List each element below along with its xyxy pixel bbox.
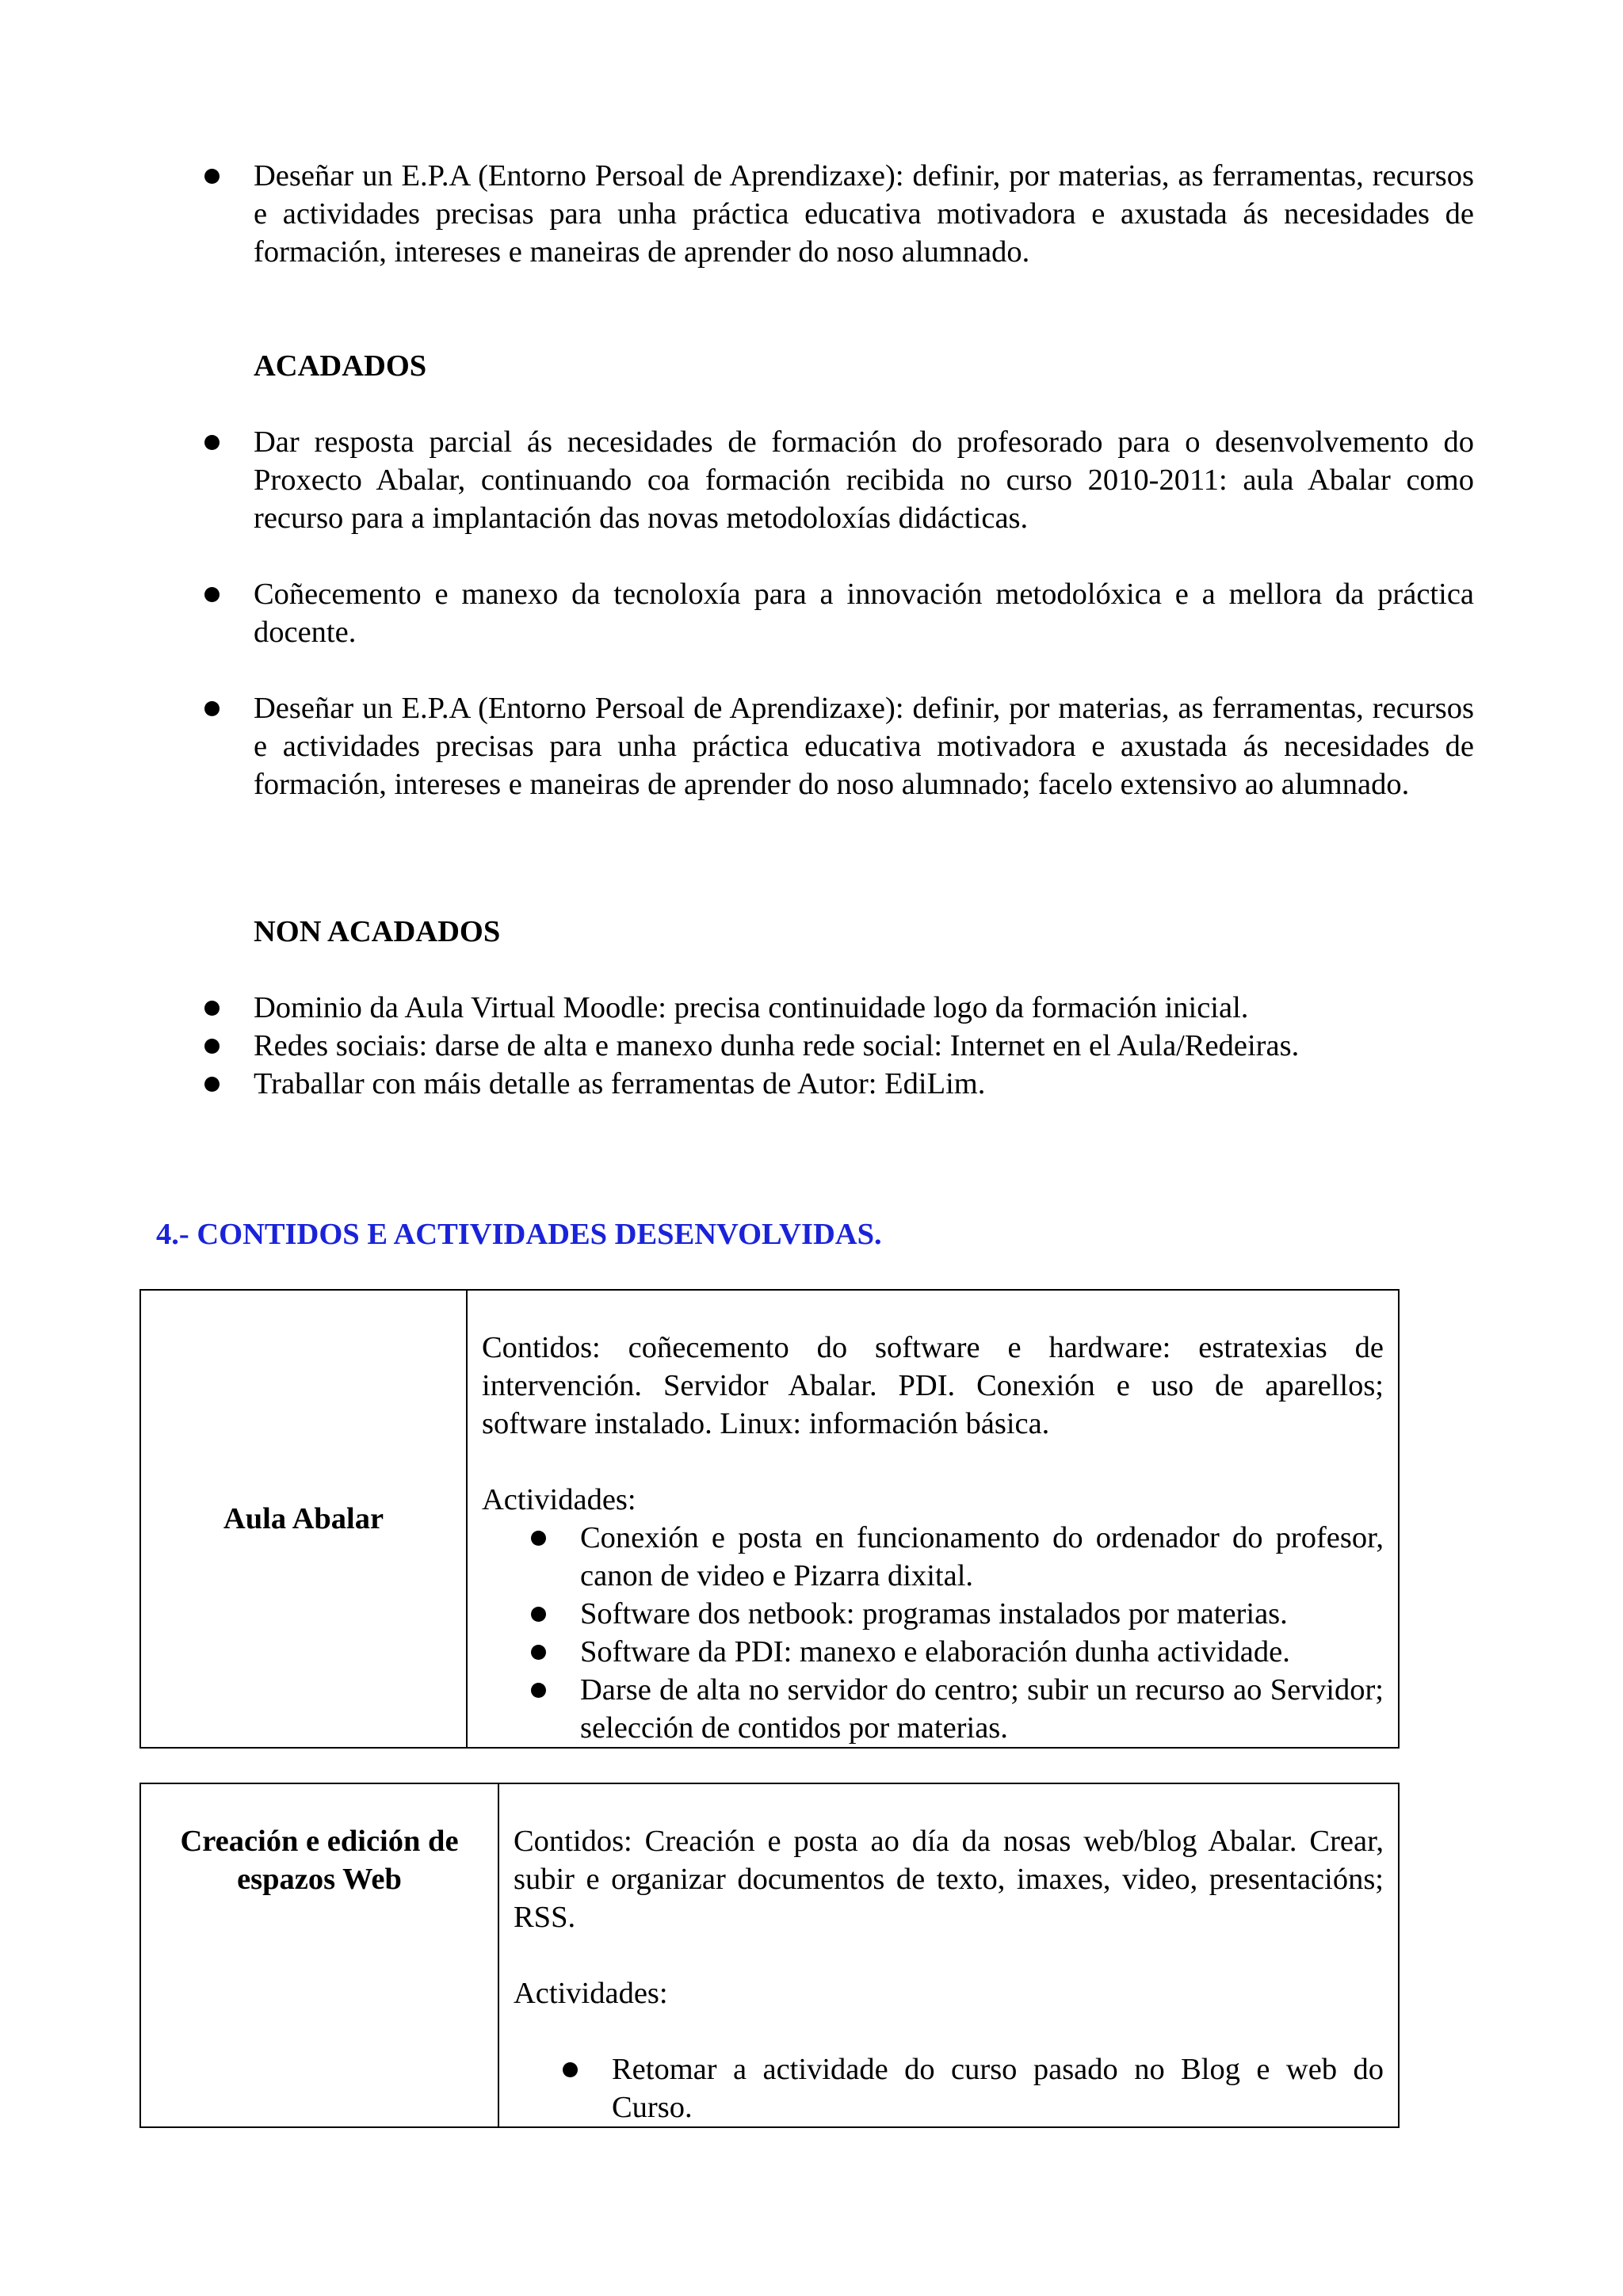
list-item: Software da PDI: manexo e elaboración dunha actividade.: [580, 1633, 1384, 1671]
non-acadados-heading: NON ACADADOS: [254, 915, 501, 948]
table-espazos-web: [139, 1783, 1400, 2128]
list-item: Software dos netbook: programas instalados por materias.: [580, 1595, 1384, 1633]
top-bullet-list: [254, 157, 1474, 271]
table-aula-abalar: [139, 1289, 1400, 1749]
bullet-icon: [204, 701, 220, 716]
list-item: Redes sociais: darse de alta e manexo dunha rede social: Internet en el Aula/Redeiras.: [254, 1027, 1474, 1065]
bullet-icon: [204, 1039, 220, 1054]
list-item: Retomar a actividade do curso pasado no Blog e web do Curso.: [612, 2050, 1384, 2126]
bullet-icon: [531, 1683, 546, 1698]
list-item: Dominio da Aula Virtual Moodle: precisa continuidade logo da formación inicial.: [254, 989, 1474, 1027]
bullet-icon: [531, 1645, 546, 1660]
list-item: Coñecemento e manexo da tecnoloxía para a innovación metodolóxica e a mellora da práctica docente.: [254, 575, 1474, 651]
list-item: Traballar con máis detalle as ferramentas de Autor: EdiLim.: [254, 1065, 1474, 1103]
list-item: Deseñar un E.P.A (Entorno Persoal de Aprendizaxe): definir, por materias, as ferramentas, recursos e actividades precisas para unha práctica educativa motivadora e axustada ás necesidades de formación, intereses e maneiras de aprender do noso alumnado; facelo extensivo ao alumnado.: [254, 689, 1474, 803]
non-acadados-list: [254, 989, 1474, 1103]
actividades-list: [482, 1519, 1384, 1747]
bullet-icon: [204, 587, 220, 602]
row-content: [498, 1783, 1399, 2127]
bullet-icon: [204, 1001, 220, 1016]
acadados-heading: ACADADOS: [254, 349, 427, 383]
acadados-list: [254, 423, 1474, 803]
actividades-label: Actividades:: [482, 1483, 636, 1516]
bullet-icon: [204, 435, 220, 450]
list-item: Conexión e posta en funcionamento do ordenador do profesor, canon de video e Pizarra dixital.: [580, 1519, 1384, 1595]
list-item: Dar resposta parcial ás necesidades de formación do profesorado para o desenvolvemento do Proxecto Abalar, continuando coa formación recibida no curso 2010-2011: aula Abalar como recurso para a implantación das novas metodoloxías didácticas.: [254, 423, 1474, 537]
contidos-text: Contidos: coñecemento do software e hardware: estratexias de intervención. Servidor Abalar. PDI. Conexión e uso de aparellos; software instalado. Linux: información básica.: [482, 1331, 1384, 1440]
row-content: [467, 1290, 1399, 1748]
row-label: Creación e edición de espazos Web: [140, 1783, 498, 2127]
list-item: Deseñar un E.P.A (Entorno Persoal de Aprendizaxe): definir, por materias, as ferramentas, recursos e actividades precisas para unha práctica educativa motivadora e axustada ás necesidades de formación, intereses e maneiras de aprender do noso alumnado.: [254, 157, 1474, 271]
bullet-icon: [563, 2062, 578, 2077]
bullet-icon: [204, 1077, 220, 1092]
actividades-list: [514, 2050, 1384, 2126]
actividades-label: Actividades:: [514, 1977, 668, 2010]
bullet-icon: [531, 1607, 546, 1622]
bullet-icon: [531, 1531, 546, 1546]
contidos-text: Contidos: Creación e posta ao día da nosas web/blog Abalar. Crear, subir e organizar documentos de texto, imaxes, video, presentacións; RSS.: [514, 1825, 1384, 1934]
list-item: Darse de alta no servidor do centro; subir un recurso ao Servidor; selección de contidos por materias.: [580, 1671, 1384, 1747]
bullet-icon: [204, 169, 220, 184]
row-label: Aula Abalar: [140, 1290, 467, 1748]
section-title: 4.- CONTIDOS E ACTIVIDADES DESENVOLVIDAS.: [156, 1218, 882, 1251]
